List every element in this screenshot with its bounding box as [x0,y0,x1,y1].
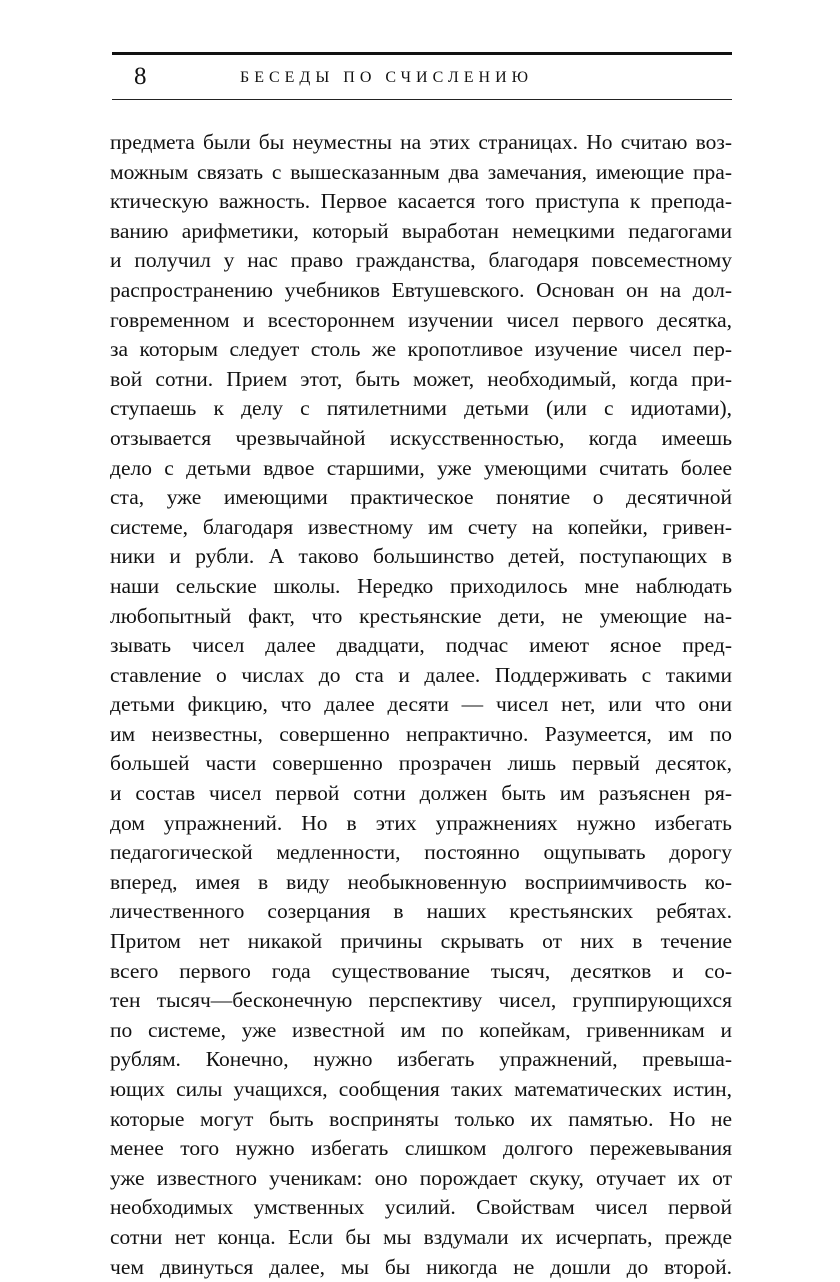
text-line: личественного созерцания в наших крестьянских ребятах. [110,899,732,924]
text-line: вперед, имея в виду необыкновенную восприимчивость ко- [110,869,732,894]
text-line: чем двинуться далее, мы бы никогда не дошли до второй. [110,1254,732,1279]
text-line: любопытный факт, что крестьянские дети, не умеющие на- [110,603,732,628]
text-line: тен тысяч—бесконечную перспективу чисел, группирующихся [110,988,732,1013]
text-line: ющих силы учащихся, сообщения таких математических истин, [110,1077,732,1101]
text-line: ванию арифметики, который выработан немецкими педагогами [110,218,732,243]
text-line: рублям. Конечно, нужно избегать упражнений, превыша- [110,1047,732,1072]
body-text [110,128,732,1282]
text-line: большей части совершенно прозрачен лишь первый десяток, [110,751,732,776]
text-line: всего первого года существование тысяч, десятков и со- [110,958,732,983]
header-top-rule [112,52,732,55]
text-line: сотни нет конца. Если бы мы вздумали их исчерпать, прежде [110,1224,732,1249]
text-line: вой сотни. Прием этот, быть может, необходимый, когда при- [110,366,732,391]
text-line: которые могут быть восприняты только их памятью. Но не [110,1106,732,1131]
text-line: наши сельские школы. Нередко приходилось мне наблюдать [110,573,732,598]
text-line: можным связать с вышесказанным два замечания, имеющие пра- [110,159,732,184]
text-line: дело с детьми вдвое старшими, уже умеющими считать более [110,455,732,480]
text-line: уже известного ученикам: оно порождает скуку, отучает их от [110,1165,732,1190]
text-line: ступаешь к делу с пятилетними детьми (или с идиотами), [110,396,732,421]
text-line: по системе, уже известной им по копейкам, гривенникам и [110,1017,732,1042]
text-line: за которым следует столь же кропотливое изучение чисел пер- [110,337,732,362]
text-line: предмета были бы неуместны на этих страницах. Но считаю воз- [110,130,732,154]
text-line: Притом нет никакой причины скрывать от них в течение [110,929,732,954]
text-line: им неизвестны, совершенно непрактично. Разумеется, им по [110,721,732,746]
text-line: педагогической медленности, постоянно ощупывать дорогу [110,840,732,865]
text-line: говременном и всестороннем изучении чисел первого десятка, [110,307,732,332]
text-line: зывать чисел далее двадцати, подчас имеют ясное пред- [110,633,732,658]
text-line: ники и рубли. А таково большинство детей, поступающих в [110,544,732,569]
text-line: и состав чисел первой сотни должен быть им разъяснен ря- [110,781,732,806]
header-bottom-rule [112,99,732,100]
text-line: распространению учебников Евтушевского. Основан он на дол- [110,277,732,302]
text-line: ктическую важность. Первое касается того приступа к препода- [110,189,732,214]
text-line: менее того нужно избегать слишком долгого пережевывания [110,1136,732,1161]
text-line: отзывается чрезвычайной искусственностью, когда имеешь [110,425,732,450]
text-line: детьми фикцию, что далее десяти — чисел нет, или что они [110,692,732,717]
page-number: 8 [134,63,147,90]
text-line: ста, уже имеющими практическое понятие о десятичной [110,485,732,510]
text-line: системе, благодаря известному им счету на копейки, гривен- [110,514,732,539]
text-line: дом упражнений. Но в этих упражнениях нужно избегать [110,810,732,835]
running-title: БЕСЕДЫ ПО СЧИСЛЕНИЮ [240,69,534,86]
text-line: ставление о числах до ста и далее. Поддерживать с такими [110,662,732,687]
text-line: и получил у нас право гражданства, благодаря повсеместному [110,248,732,273]
text-line: необходимых умственных усилий. Свойствам чисел первой [110,1195,732,1220]
